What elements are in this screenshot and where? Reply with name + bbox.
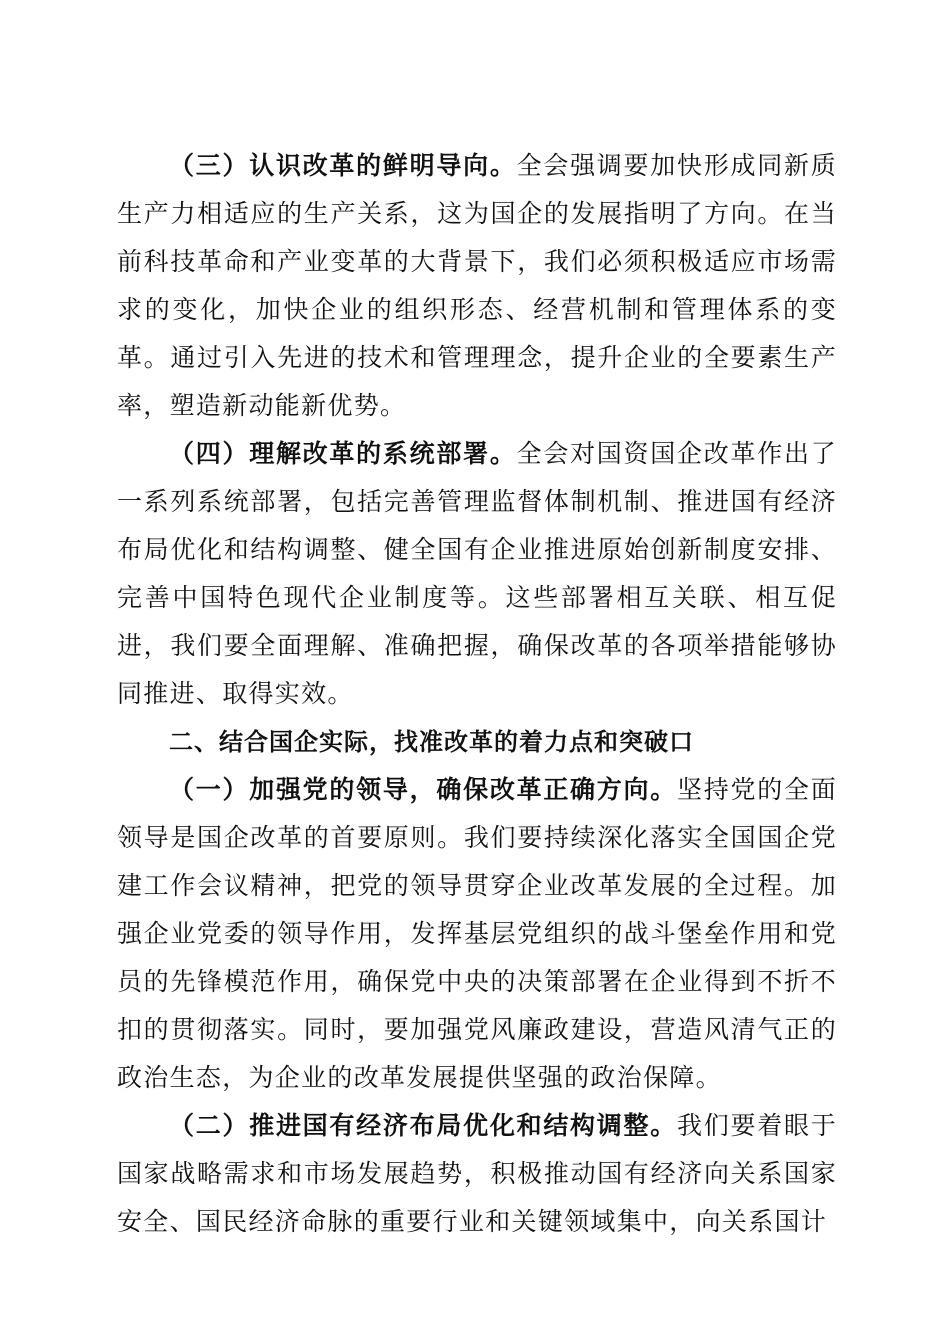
paragraph-lead: （三）认识改革的鲜明导向。 [169, 151, 517, 180]
paragraph-lead: （四）理解改革的系统部署。 [169, 439, 517, 468]
paragraph-understand-deployment [117, 430, 837, 718]
paragraph-understand-direction [117, 142, 837, 430]
paragraph-text: 全会强调要加快形成同新质生产力相适应的生产关系，这为国企的发展指明了方向。在当前科技革命和产业变革的大背景下，我们必须积极适应市场需求的变化，加快企业的组织形态、经营机制和管理体系的变革。通过引入先进的技术和管理理念，提升企业的全要素生产率，塑造新动能新优势。 [117, 151, 838, 420]
paragraph-party-leadership [117, 766, 837, 1102]
paragraph-lead: （一）加强党的领导，确保改革正确方向。 [169, 775, 678, 804]
paragraph-text: 坚持党的全面领导是国企改革的首要原则。我们要持续深化落实全国国企党建工作会议精神，把党的领导贯穿企业改革发展的全过程。加强企业党委的领导作用，发挥基层党组织的战斗堡垒作用和党员的先锋模范作用，确保党中央的决策部署在企业得到不折不扣的贯彻落实。同时，要加强党风廉政建设，营造风清气正的政治生态，为企业的改革发展提供坚强的政治保障。 [117, 775, 838, 1092]
paragraph-lead: （二）推进国有经济布局优化和结构调整。 [169, 1111, 678, 1140]
paragraph-layout-optimization [117, 1102, 837, 1246]
section-heading: 二、结合国企实际，找准改革的着力点和突破口 [169, 728, 694, 756]
paragraph-text: 我们要着眼于国家战略需求和市场发展趋势，积极推动国有经济向关系国家安全、国民经济命脉的重要行业和关键领域集中，向关系国计 [117, 1111, 838, 1236]
document-body [117, 142, 837, 1246]
paragraph-text: 全会对国资国企改革作出了一系列系统部署，包括完善管理监督体制机制、推进国有经济布局优化和结构调整、健全国有企业推进原始创新制度安排、完善中国特色现代企业制度等。这些部署相互关联、相互促进，我们要全面理解、准确把握，确保改革的各项举措能够协同推进、取得实效。 [117, 439, 838, 708]
